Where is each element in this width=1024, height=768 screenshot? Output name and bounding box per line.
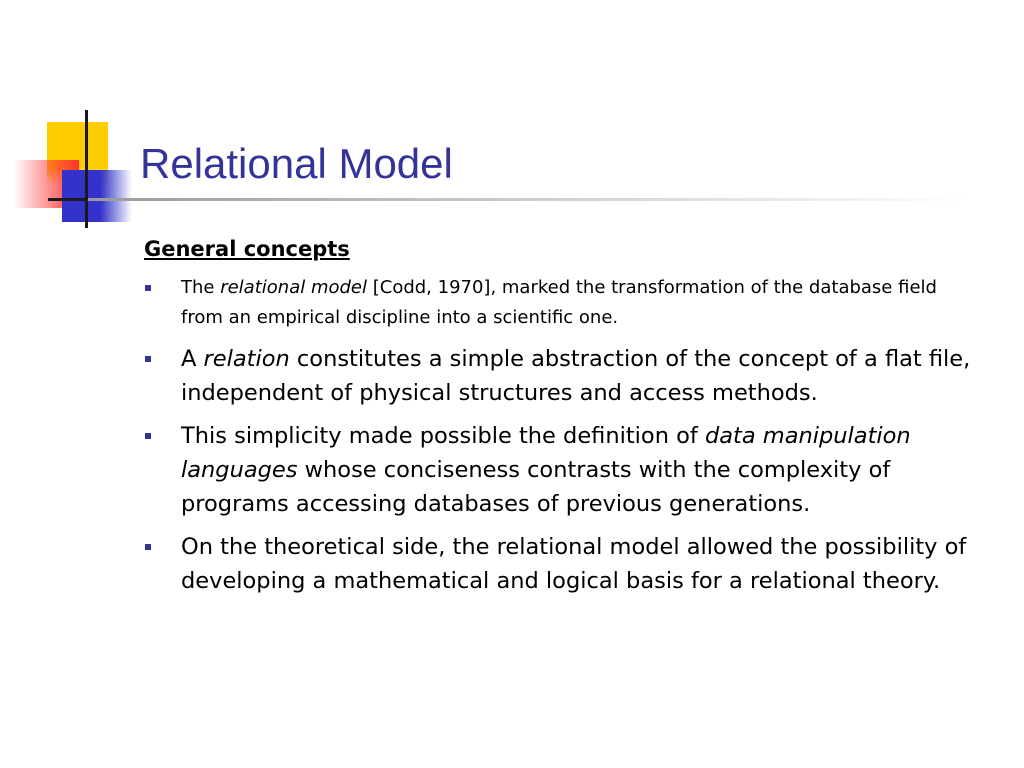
section-heading: General concepts xyxy=(144,237,350,261)
bullet-item xyxy=(144,342,993,410)
logo-vertical-line xyxy=(85,110,88,228)
bullet-text: This simplicity made possible the definition of xyxy=(181,423,705,449)
bullet-text: A xyxy=(181,346,204,372)
bullet-term: data manipulation languages xyxy=(181,423,911,483)
slide-content xyxy=(144,232,1004,607)
bullet-text: [Codd, 1970], marked the transformation of the database field from an empirical discipline into a scientific one. xyxy=(181,277,937,328)
slide-title: Relational Model xyxy=(140,140,453,187)
bullet-term: relational model xyxy=(220,277,367,298)
bullet-text: constitutes a simple abstraction of the concept of a flat file, independent of physical structures and access methods. xyxy=(181,346,971,406)
bullet-term: relation xyxy=(203,346,290,372)
bullet-item xyxy=(144,530,993,598)
bullet-square-icon xyxy=(145,356,151,362)
slide-logo xyxy=(0,100,150,240)
bullet-square-icon xyxy=(145,285,151,291)
bullet-square-icon xyxy=(145,544,151,550)
bullet-item xyxy=(144,419,993,521)
title-rule xyxy=(88,198,968,201)
bullet-square-icon xyxy=(145,433,151,439)
bullet-item xyxy=(144,273,981,333)
bullet-text: The xyxy=(181,277,221,298)
bullet-list xyxy=(144,273,1004,598)
bullet-text: On the theoretical side, the relational model allowed the possibility of developing a mathematical and logical basis for a relational theory. xyxy=(181,534,967,594)
bullet-text: whose conciseness contrasts with the complexity of programs accessing databases of previous generations. xyxy=(181,457,891,517)
logo-blue-square xyxy=(62,170,132,222)
